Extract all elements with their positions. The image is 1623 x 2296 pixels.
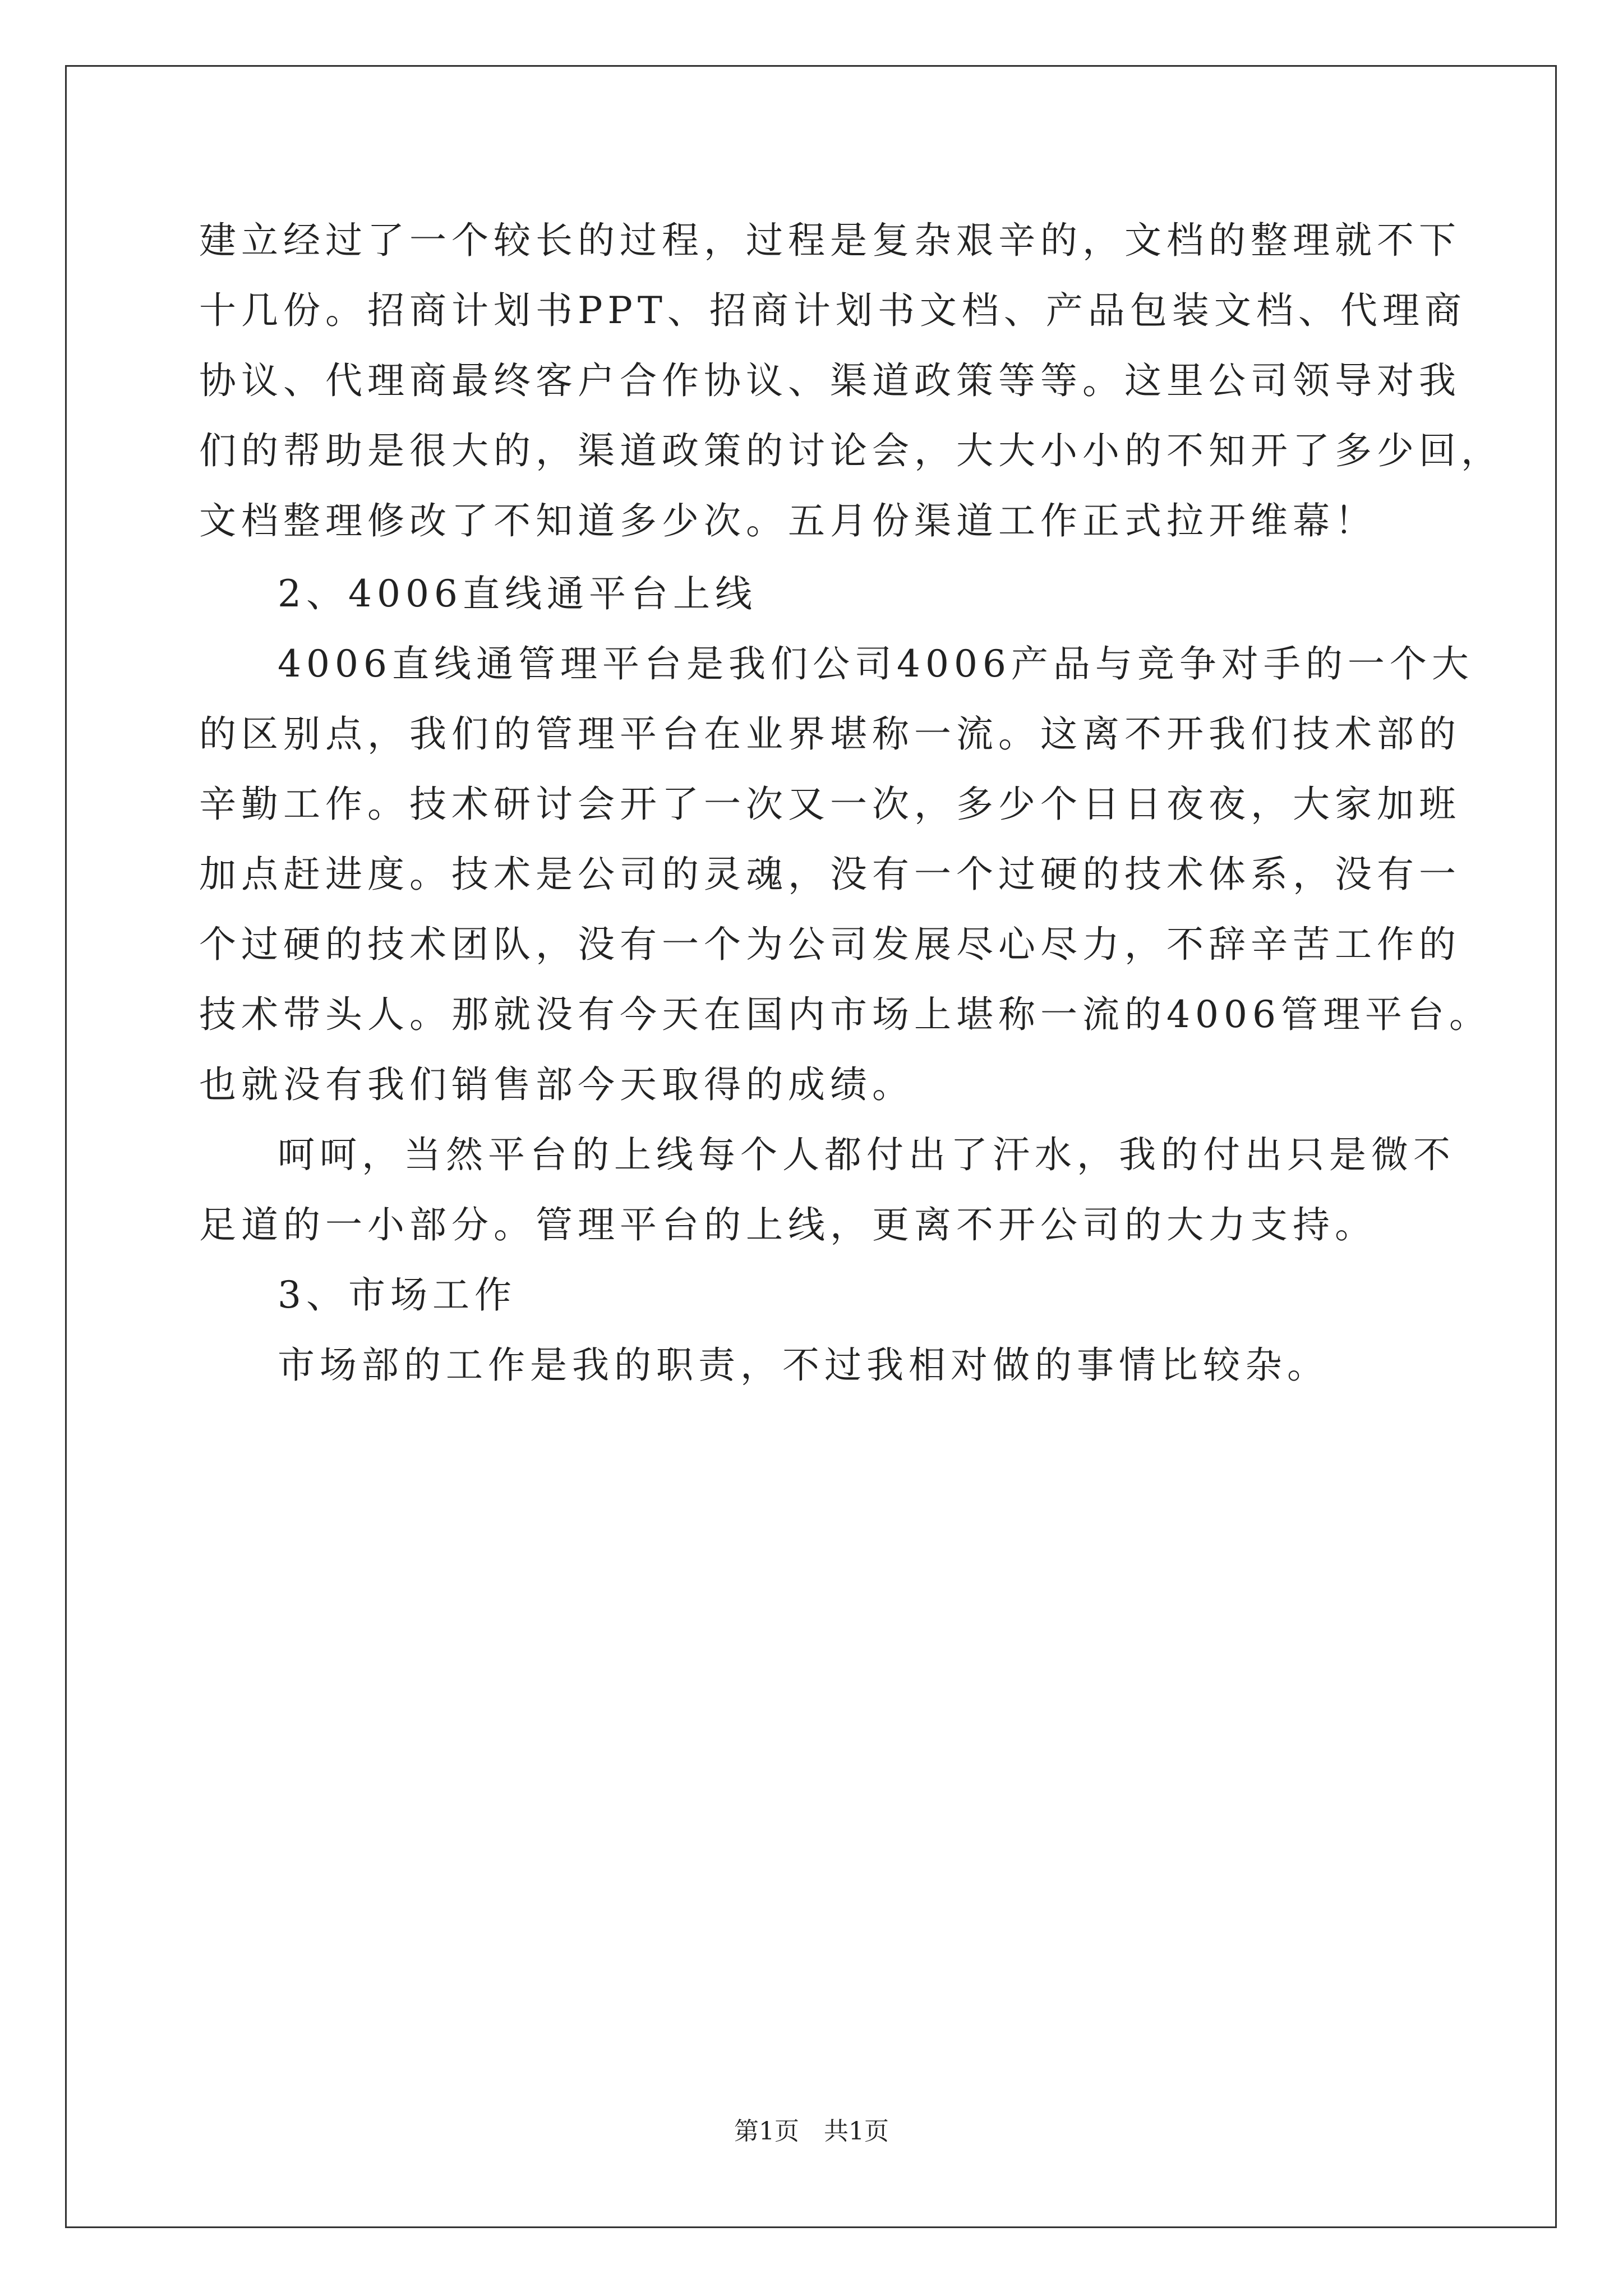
text-line: 的区别点，我们的管理平台在业界堪称一流。这离不开我们技术部的 <box>199 712 1461 756</box>
text-line: 辛勤工作。技术研讨会开了一次又一次，多少个日日夜夜，大家加班 <box>199 783 1461 826</box>
text-line: 文档整理修改了不知道多少次。五月份渠道工作正式拉开维幕！ <box>199 499 1377 542</box>
text-line: 协议、代理商最终客户合作协议、渠道政策等等。这里公司领导对我 <box>199 359 1461 402</box>
text-line: 呵呵，当然平台的上线每个人都付出了汗水，我的付出只是微不 <box>278 1133 1455 1176</box>
text-line: 4006直线通管理平台是我们公司4006产品与竞争对手的一个大 <box>278 642 1474 685</box>
text-line: 们的帮助是很大的，渠道政策的讨论会，大大小小的不知开了多少回， <box>199 429 1503 472</box>
text-line: 也就没有我们销售部今天取得的成绩。 <box>199 1063 914 1106</box>
section-heading: 2、4006直线通平台上线 <box>278 572 757 615</box>
section-heading: 3、市场工作 <box>278 1273 517 1317</box>
text-line: 市场部的工作是我的职责，不过我相对做的事情比较杂。 <box>278 1343 1329 1387</box>
text-line: 建立经过了一个较长的过程，过程是复杂艰辛的，文档的整理就不下 <box>199 219 1461 262</box>
page-footer: 第1页 共1页 <box>734 2117 889 2146</box>
text-line: 十几份。招商计划书PPT、招商计划书文档、产品包装文档、代理商 <box>199 289 1467 332</box>
text-line: 加点赶进度。技术是公司的灵魂，没有一个过硬的技术体系，没有一 <box>199 853 1461 896</box>
text-line: 个过硬的技术团队，没有一个为公司发展尽心尽力，不辞辛苦工作的 <box>199 923 1461 966</box>
text-line: 技术带头人。那就没有今天在国内市场上堪称一流的4006管理平台。 <box>199 993 1491 1036</box>
text-line: 足道的一小部分。管理平台的上线，更离不开公司的大力支持。 <box>199 1203 1377 1246</box>
